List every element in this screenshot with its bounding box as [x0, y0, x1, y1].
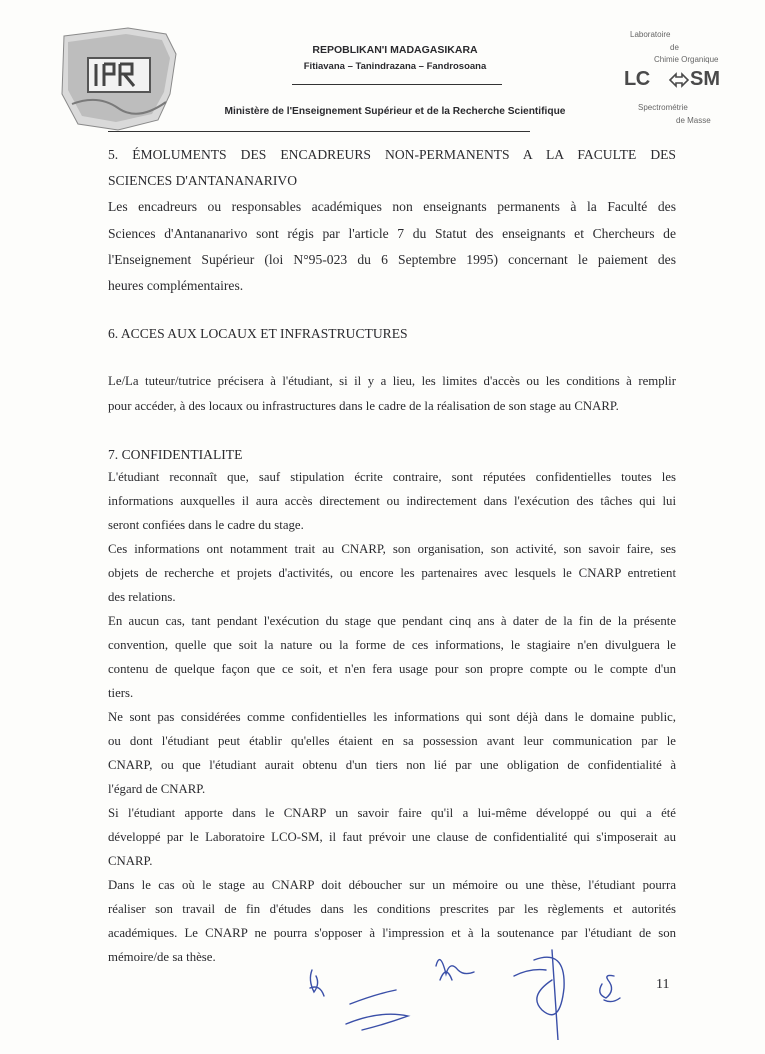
section-heading: 7. CONFIDENTIALITE [108, 447, 243, 462]
signature [600, 976, 620, 1002]
signatures [290, 940, 650, 1040]
section-heading: 5. ÉMOLUMENTS DES ENCADREURS NON-PERMANENTS A LA FACULTE DES [108, 147, 676, 162]
lab-logo-text: Spectrométrie [638, 103, 688, 112]
paragraph-line: l'égard de CNARP. [108, 782, 206, 796]
lab-logo-text: de Masse [676, 116, 711, 125]
paragraph-line: objets de recherche et projets d'activités, ou encore les partenaires avec lesquels le CNARP entretient [108, 566, 676, 580]
paragraph-line: l'Enseignement Supérieur (loi N°95-023 du 6 Septembre 1995) concernant le paiement des [108, 252, 676, 267]
lab-acronym: SM [690, 68, 720, 90]
paragraph-line: Sciences d'Antananarivo sont régis par l'article 7 du Statut des enseignants et Chercheurs de [108, 226, 676, 241]
paragraph-line: contenu de quelque façon que ce soit, et n'en fera usage pour son propre compte ou le compte d'un [108, 662, 676, 676]
ministry-name: Ministère de l'Enseignement Supérieur et de la Recherche Scientifique [224, 106, 566, 117]
paragraph-line: Le/La tuteur/tutrice précisera à l'étudiant, si il y a lieu, les limites d'accès ou les conditions à remplir [108, 374, 676, 388]
section-heading: 6. ACCES AUX LOCAUX ET INFRASTRUCTURES [108, 326, 408, 341]
paragraph-line: CNARP. [108, 854, 153, 868]
paragraph-line: L'étudiant reconnaît que, sauf stipulation écrite contraire, sont réputées confidentielles toutes les [108, 470, 676, 484]
paragraph-line: Dans le cas où le stage au CNARP doit déboucher sur un mémoire ou une thèse, l'étudiant pourra [108, 878, 676, 892]
signature [514, 950, 564, 1040]
header-divider [108, 131, 530, 132]
paragraph-line: Si l'étudiant apporte dans le CNARP un savoir faire qu'il a lui-même développé ou qui a été [108, 806, 676, 820]
paragraph-line: développé par le Laboratoire LCO-SM, il faut prévoir une clause de confidentialité qui s'imposerait au [108, 830, 676, 844]
paragraph-line: ou dont l'étudiant peut établir qu'elles étaient en sa possession avant leur communication par le [108, 734, 676, 748]
paragraph-line: CNARP, ou que l'étudiant aurait obtenu d'un tiers non lié par une obligation de confidentialité à [108, 758, 676, 772]
lab-logo-text: Chimie Organique [654, 55, 719, 64]
university-logo [58, 24, 180, 134]
paragraph-line: informations auxquelles il aura accès directement ou indirectement dans l'exécution des tâches qui lui [108, 494, 676, 508]
lab-logo-text: Laboratoire [630, 30, 671, 39]
paragraph-line: tiers. [108, 686, 134, 700]
paragraph-line: pour accéder, à des locaux ou infrastructures dans le cadre de la réalisation de son stage au CNARP. [108, 399, 619, 413]
lab-logo-text: de [670, 43, 679, 52]
paragraph-line: Ne sont pas considérées comme confidentielles les informations qui sont déjà dans le domaine public, [108, 710, 676, 724]
paragraph-line: des relations. [108, 590, 176, 604]
paragraph-line: mémoire/de sa thèse. [108, 950, 216, 964]
lab-logo [608, 28, 738, 128]
header-divider [292, 84, 502, 85]
paragraph-line: heures complémentaires. [108, 278, 244, 293]
national-motto: Fitiavana – Tanindrazana – Fandrosoana [303, 61, 487, 72]
paragraph-line: académiques. Le CNARP ne pourra s'opposer à l'impression et à la soutenance par l'étudiant de son [108, 926, 676, 940]
paragraph-line: Les encadreurs ou responsables académiques non enseignants permanents à la Faculté des [108, 199, 676, 214]
signature [310, 970, 324, 996]
section-heading: SCIENCES D'ANTANANARIVO [108, 173, 298, 188]
paragraph-line: Ces informations ont notamment trait au CNARP, son organisation, son activité, son savoir faire, ses [108, 542, 676, 556]
lab-acronym: LC [624, 68, 650, 90]
paragraph-line: convention, quelle que soit la nature ou la forme de ces informations, le stagiaire n'en divulguera le [108, 638, 676, 652]
page-number: 11 [656, 977, 670, 992]
paragraph-line: seront confiées dans le cadre du stage. [108, 518, 304, 532]
paragraph-line: réaliser son travail de fin d'études dans les conditions prescrites par les règlements et autorités [108, 902, 676, 916]
country-name: REPOBLIKAN'I MADAGASIKARA [312, 44, 478, 56]
signature [346, 990, 408, 1030]
paragraph-line: En aucun cas, tant pendant l'exécution du stage que pendant cinq ans à dater de la fin de la présente [108, 614, 676, 628]
arrows-icon [668, 72, 690, 88]
signature [436, 960, 474, 980]
